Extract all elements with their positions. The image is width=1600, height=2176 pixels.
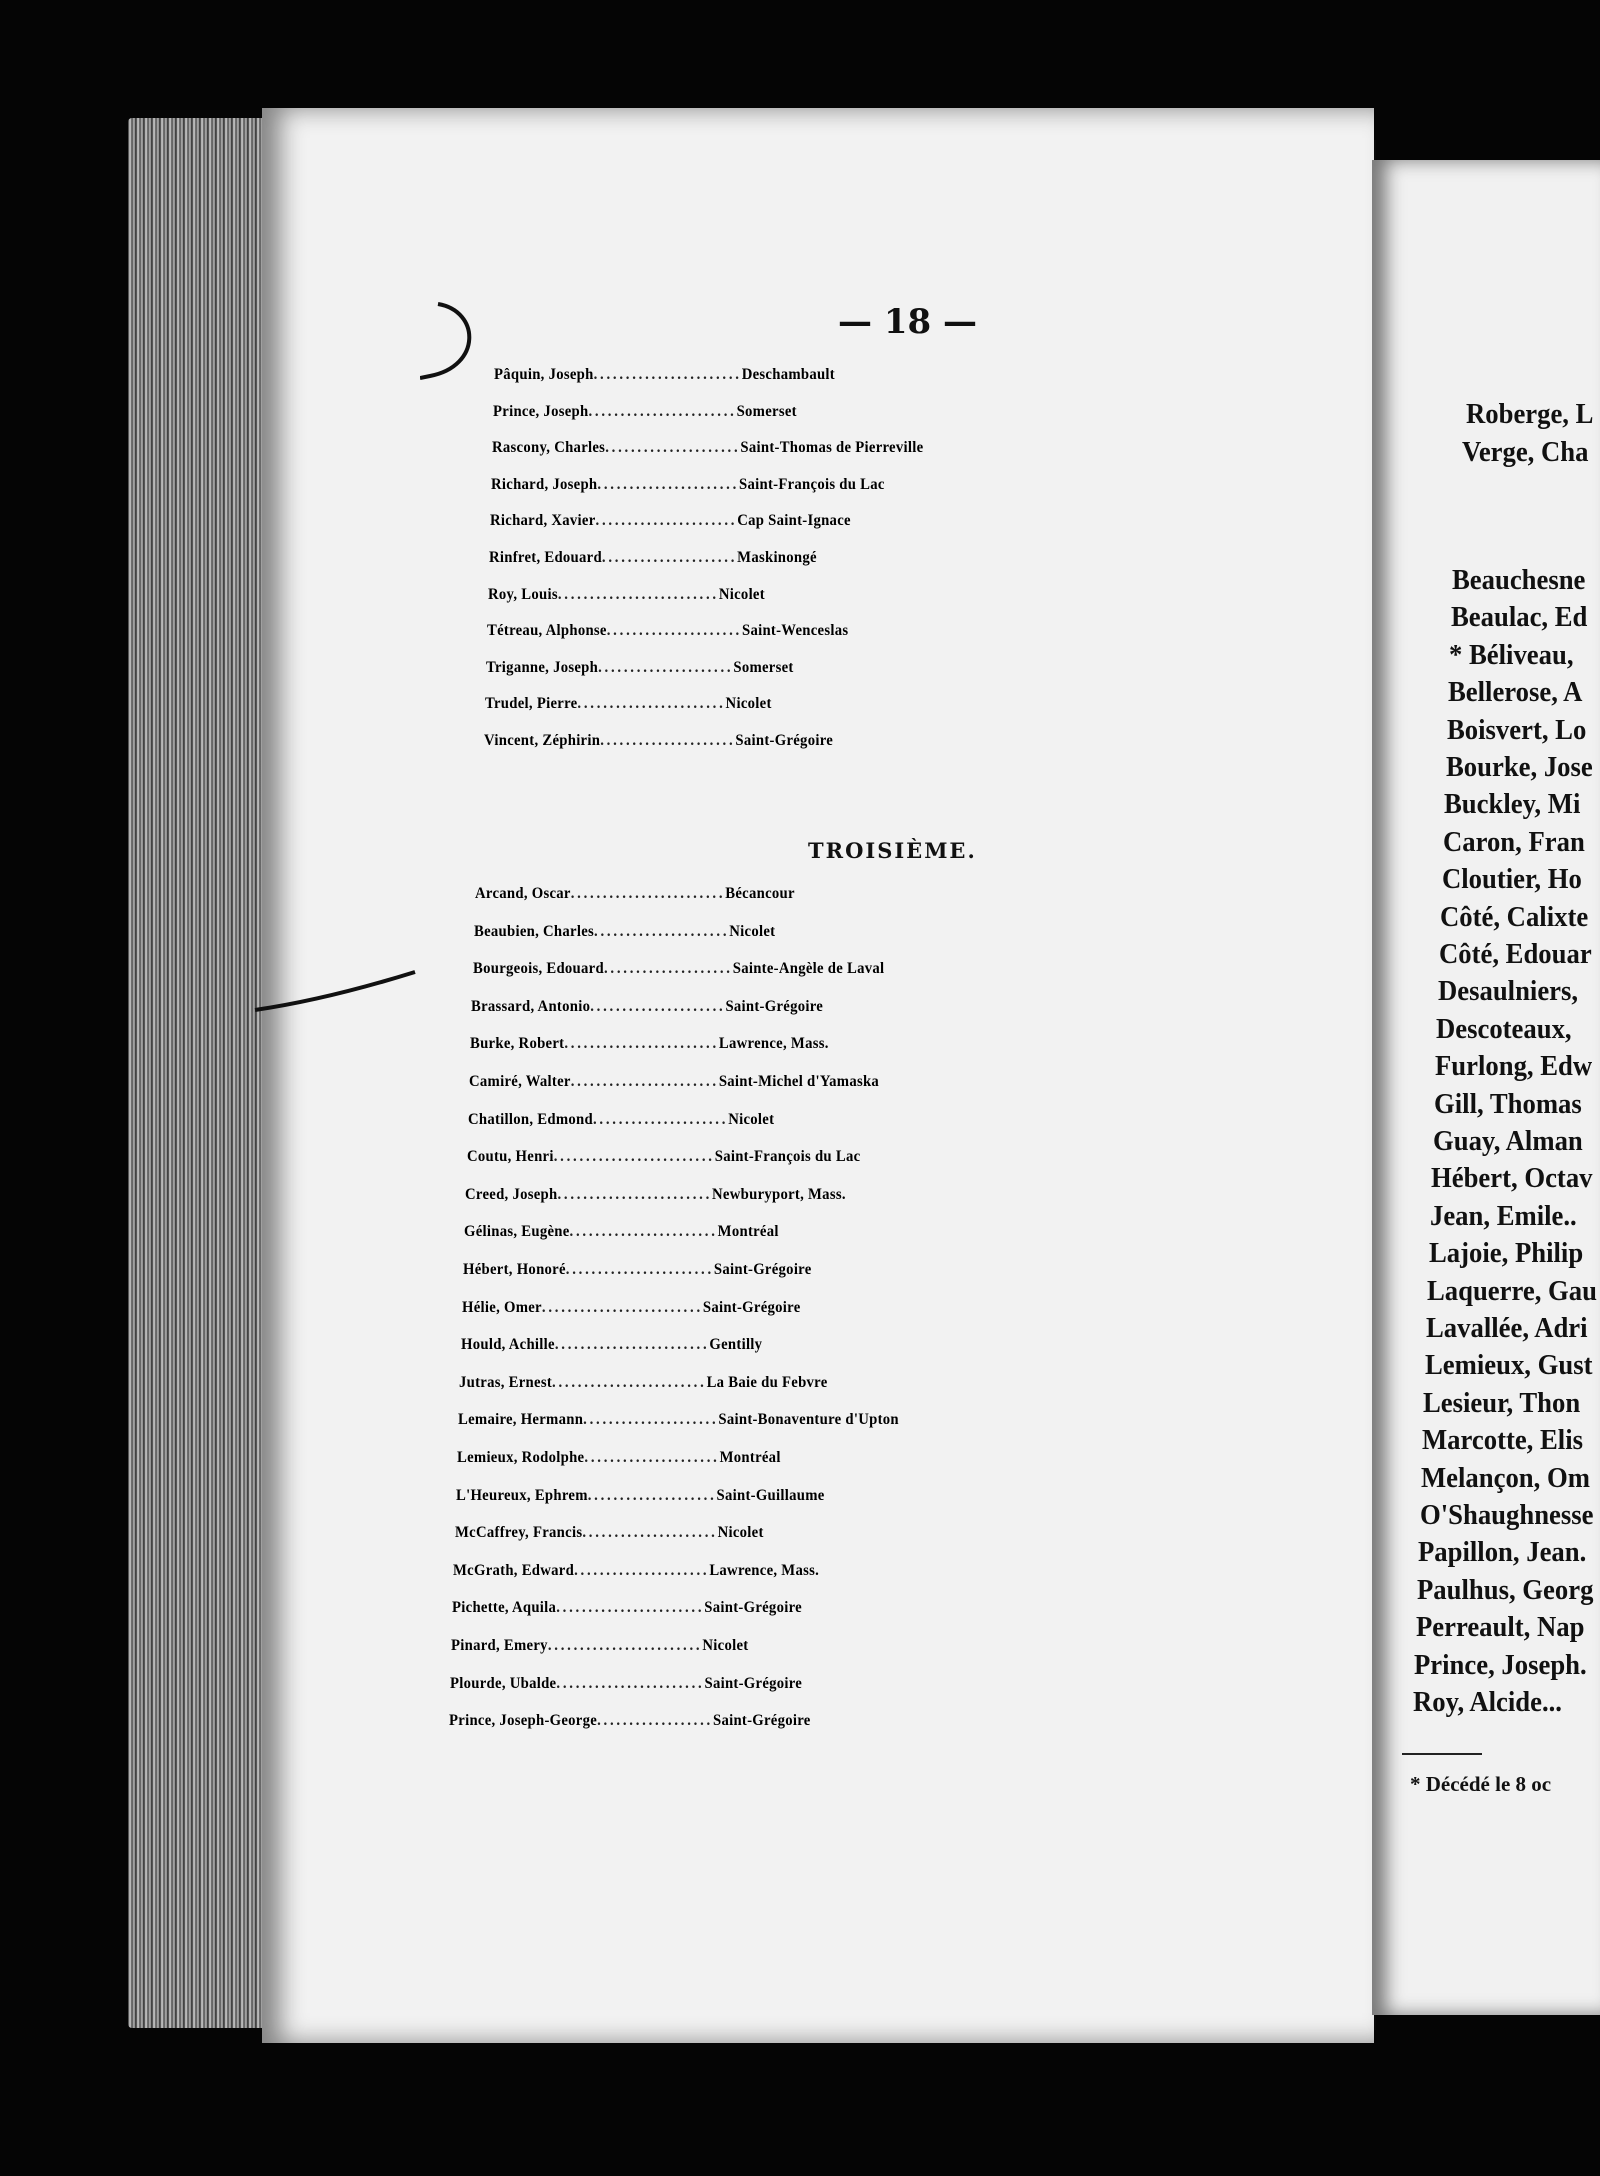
list-entry: [465, 1186, 846, 1204]
dot-leader: ........................: [547, 1637, 703, 1654]
list-entry: [449, 1712, 811, 1730]
student-name: Chatillon, Edmond: [467, 1110, 593, 1128]
list-entry: [461, 1336, 762, 1354]
right-footnote: * Décédé le 8 oc: [1410, 1772, 1552, 1796]
page-number-value: 18: [883, 302, 932, 342]
hometown: Saint-Wenceslas: [741, 622, 849, 640]
hometown: Somerset: [733, 658, 794, 676]
student-name: Lemieux, Rodolphe: [457, 1449, 585, 1466]
dot-leader: ........................: [564, 1035, 720, 1053]
list-entry: [490, 512, 851, 530]
list-entry: [475, 885, 795, 903]
dot-leader: ........................: [554, 1336, 709, 1354]
dot-leader: .....................: [605, 439, 741, 457]
student-name: Gélinas, Eugène: [464, 1223, 570, 1241]
dot-leader: .........................: [541, 1298, 703, 1316]
dot-leader: .....................: [574, 1561, 710, 1579]
right-list-entry: Boisvert, Lo: [1446, 713, 1587, 746]
list-entry: [464, 1223, 779, 1241]
student-name: Plourde, Ubalde: [449, 1674, 557, 1692]
right-list-entry: Descoteaux,: [1436, 1012, 1572, 1045]
hometown: Saint-Grégoire: [704, 1599, 803, 1617]
list-entry: [491, 476, 885, 494]
dot-leader: .........................: [553, 1148, 715, 1166]
student-name: Rascony, Charles: [492, 439, 606, 457]
footnote-rule: [1402, 1753, 1482, 1755]
student-name: Lemaire, Hermann: [458, 1411, 584, 1429]
dot-leader: .....................: [600, 732, 736, 749]
right-list-entry: Beauchesne: [1452, 564, 1586, 596]
dot-leader: ......................: [595, 512, 738, 530]
list-entry: [487, 622, 848, 640]
list-entry: [486, 659, 794, 677]
dot-leader: .....................: [581, 1524, 718, 1542]
dot-leader: .......................: [565, 1261, 714, 1278]
hometown: Lawrence, Mass.: [719, 1035, 829, 1053]
hometown: Bécancour: [725, 885, 795, 902]
student-name: Hébert, Honoré: [463, 1261, 566, 1278]
dot-leader: .....................: [590, 997, 726, 1015]
dot-leader: .....................: [601, 549, 738, 566]
right-list-entry: Roberge, L: [1466, 398, 1594, 430]
dot-leader: ......................: [597, 475, 740, 493]
list-entry: [451, 1637, 748, 1655]
list-entry: [455, 1524, 764, 1542]
list-entry: [463, 1261, 812, 1279]
student-name: Pinard, Emery: [451, 1637, 548, 1654]
hometown: Nicolet: [718, 585, 765, 603]
list-entry: [468, 1111, 774, 1129]
student-name: Hould, Achille: [460, 1336, 555, 1354]
hometown: Saint-Michel d'Yamaska: [718, 1073, 880, 1090]
student-name: Hélie, Omer: [461, 1298, 542, 1316]
hometown: Saint-Grégoire: [735, 732, 834, 749]
right-list-entry: Lemieux, Gust: [1424, 1349, 1593, 1382]
dot-leader: ....................: [603, 960, 733, 978]
student-name: Roy, Louis: [488, 585, 558, 603]
hometown: Maskinongé: [737, 549, 817, 566]
student-name: Rinfret, Edouard: [489, 549, 602, 566]
pen-bracket-mark: [420, 296, 500, 386]
dot-leader: .....................: [606, 622, 742, 640]
dot-leader: .........................: [557, 585, 719, 603]
dot-leader: ........................: [552, 1373, 707, 1391]
hometown: Sainte-Angèle de Laval: [732, 960, 884, 978]
right-list-entry: Beaulac, Ed: [1450, 601, 1588, 634]
hometown: Saint-François du Lac: [739, 475, 885, 493]
right-list-entry: Papillon, Jean.: [1418, 1536, 1587, 1569]
student-name: Arcand, Oscar: [475, 885, 571, 902]
hometown: Nicolet: [725, 695, 772, 713]
student-name: Pâquin, Joseph: [494, 366, 594, 383]
list-entry: [469, 1073, 879, 1091]
student-name: Bourgeois, Edouard: [472, 960, 604, 978]
right-list-entry: Marcotte, Elis: [1422, 1424, 1584, 1457]
hometown: Nicolet: [717, 1524, 764, 1542]
hometown: Nicolet: [727, 1110, 775, 1128]
right-list-entry: Melançon, Om: [1420, 1461, 1590, 1494]
hometown: Gentilly: [708, 1336, 762, 1354]
hometown: La Baie du Febvre: [706, 1373, 828, 1391]
right-list-entry: Laquerre, Gau: [1427, 1274, 1598, 1307]
dot-leader: ........................: [570, 885, 726, 902]
right-list-entry: Prince, Joseph.: [1414, 1648, 1587, 1681]
list-entry: [457, 1449, 781, 1467]
hometown: Saint-Grégoire: [712, 1712, 811, 1730]
hometown: Cap Saint-Ignace: [737, 512, 851, 530]
right-list-entry: Jean, Emile..: [1429, 1199, 1577, 1232]
hometown: Saint-Guillaume: [716, 1486, 825, 1504]
list-entry: [493, 403, 797, 421]
hometown: Saint-Thomas de Pierreville: [740, 439, 924, 457]
dot-leader: .......................: [593, 366, 742, 383]
list-entry: [474, 923, 775, 941]
right-list-entry: Lavallée, Adri: [1426, 1312, 1588, 1344]
student-name: Burke, Robert: [470, 1035, 565, 1053]
hometown: Saint-Grégoire: [725, 997, 824, 1015]
right-list-entry: Paulhus, Georg: [1416, 1573, 1594, 1606]
student-name: Jutras, Ernest: [459, 1373, 553, 1391]
student-name: Brassard, Antonio: [471, 997, 591, 1015]
list-entry: [492, 439, 923, 457]
dot-leader: .....................: [583, 1411, 719, 1429]
dot-leader: .......................: [588, 402, 737, 420]
hometown: Saint-Grégoire: [704, 1674, 802, 1692]
right-list-entry: Gill, Thomas: [1433, 1087, 1582, 1120]
list-entry: [489, 549, 817, 567]
student-name: McCaffrey, Francis: [454, 1524, 582, 1542]
student-name: Richard, Xavier: [490, 512, 596, 530]
right-list-entry: O'Shaughnesse: [1419, 1499, 1593, 1531]
right-list-entry: Roy, Alcide...: [1413, 1686, 1562, 1718]
hometown: Montréal: [717, 1223, 779, 1241]
hometown: Newburyport, Mass.: [712, 1185, 847, 1203]
student-name: Vincent, Zéphirin: [484, 732, 601, 749]
student-name: Pichette, Aquila: [452, 1599, 557, 1617]
hometown: Saint-François du Lac: [714, 1148, 860, 1166]
right-list-entry: Côté, Calixte: [1440, 900, 1589, 933]
student-name: Camiré, Walter: [469, 1073, 571, 1090]
hometown: Montréal: [719, 1449, 781, 1466]
list-entry: [471, 998, 823, 1016]
list-entry: [458, 1411, 899, 1429]
hometown: Deschambault: [741, 366, 835, 383]
dot-leader: .......................: [556, 1674, 705, 1692]
student-name: Prince, Joseph-George: [448, 1712, 597, 1730]
dot-leader: .....................: [593, 922, 730, 940]
hometown: Saint-Bonaventure d'Upton: [718, 1411, 900, 1429]
student-name: Coutu, Henri: [466, 1148, 554, 1166]
section-heading: TROISIÈME.: [808, 838, 977, 863]
list-entry: [467, 1148, 860, 1166]
right-list-entry: Caron, Fran: [1442, 825, 1585, 858]
hometown: Somerset: [736, 402, 797, 420]
pen-line-mark: [250, 966, 420, 1016]
right-list-entry: Hébert, Octav: [1431, 1162, 1593, 1195]
list-entry: [470, 1035, 829, 1053]
list-entry: [488, 586, 765, 604]
list-entry: [494, 366, 835, 384]
dot-leader: .....................: [584, 1449, 720, 1466]
dot-leader: .....................: [592, 1110, 728, 1128]
hometown: Nicolet: [729, 922, 776, 940]
student-name: McGrath, Edward: [453, 1561, 575, 1579]
list-entry: [452, 1599, 802, 1617]
hometown: Lawrence, Mass.: [709, 1561, 820, 1579]
list-entry: [453, 1562, 819, 1580]
list-entry: [473, 960, 884, 978]
list-entry: [459, 1374, 828, 1392]
dot-leader: ....................: [587, 1486, 717, 1504]
list-entry: [462, 1299, 801, 1317]
hometown: Nicolet: [702, 1637, 749, 1654]
list-entry: [450, 1675, 802, 1693]
page-number: — 18 —: [838, 302, 978, 342]
dot-leader: ..................: [596, 1712, 713, 1730]
dot-leader: .......................: [569, 1223, 718, 1241]
student-name: Creed, Joseph: [465, 1185, 558, 1203]
right-list-entry: Buckley, Mi: [1444, 788, 1581, 821]
list-entry: [485, 695, 772, 713]
student-name: L'Heureux, Ephrem: [455, 1486, 588, 1504]
right-list-entry: Bourke, Jose: [1445, 751, 1593, 783]
right-list-entry: Guay, Alman: [1432, 1125, 1583, 1157]
right-list-entry: * Béliveau,: [1449, 638, 1574, 671]
dot-leader: .......................: [570, 1073, 719, 1090]
student-name: Richard, Joseph: [491, 475, 598, 493]
student-name: Beaubien, Charles: [473, 922, 594, 940]
right-list-entry: Lajoie, Philip: [1428, 1237, 1583, 1270]
student-name: Tétreau, Alphonse: [487, 622, 607, 640]
student-name: Trudel, Pierre: [485, 695, 578, 713]
student-name: Triganne, Joseph: [486, 658, 599, 676]
dot-leader: ........................: [557, 1185, 713, 1203]
list-entry: [456, 1487, 825, 1505]
dot-leader: .....................: [598, 658, 734, 676]
hometown: Saint-Grégoire: [713, 1261, 812, 1278]
right-list-entry: Perreault, Nap: [1415, 1611, 1585, 1644]
right-list-entry: Lesieur, Thon: [1423, 1386, 1581, 1419]
hometown: Saint-Grégoire: [702, 1298, 801, 1316]
right-list-entry: Verge, Cha: [1462, 436, 1589, 468]
student-name: Prince, Joseph: [493, 402, 589, 420]
right-page-partial: [1372, 160, 1600, 2015]
right-list-entry: Cloutier, Ho: [1441, 863, 1582, 896]
right-list-entry: Côté, Edouar: [1439, 938, 1592, 970]
list-entry: [484, 732, 833, 750]
right-list-entry: Desaulniers,: [1437, 975, 1578, 1008]
right-list-entry: Furlong, Edw: [1435, 1050, 1593, 1083]
dot-leader: .......................: [556, 1599, 705, 1617]
dot-leader: .......................: [577, 695, 726, 713]
right-list-entry: Bellerose, A: [1448, 676, 1583, 709]
